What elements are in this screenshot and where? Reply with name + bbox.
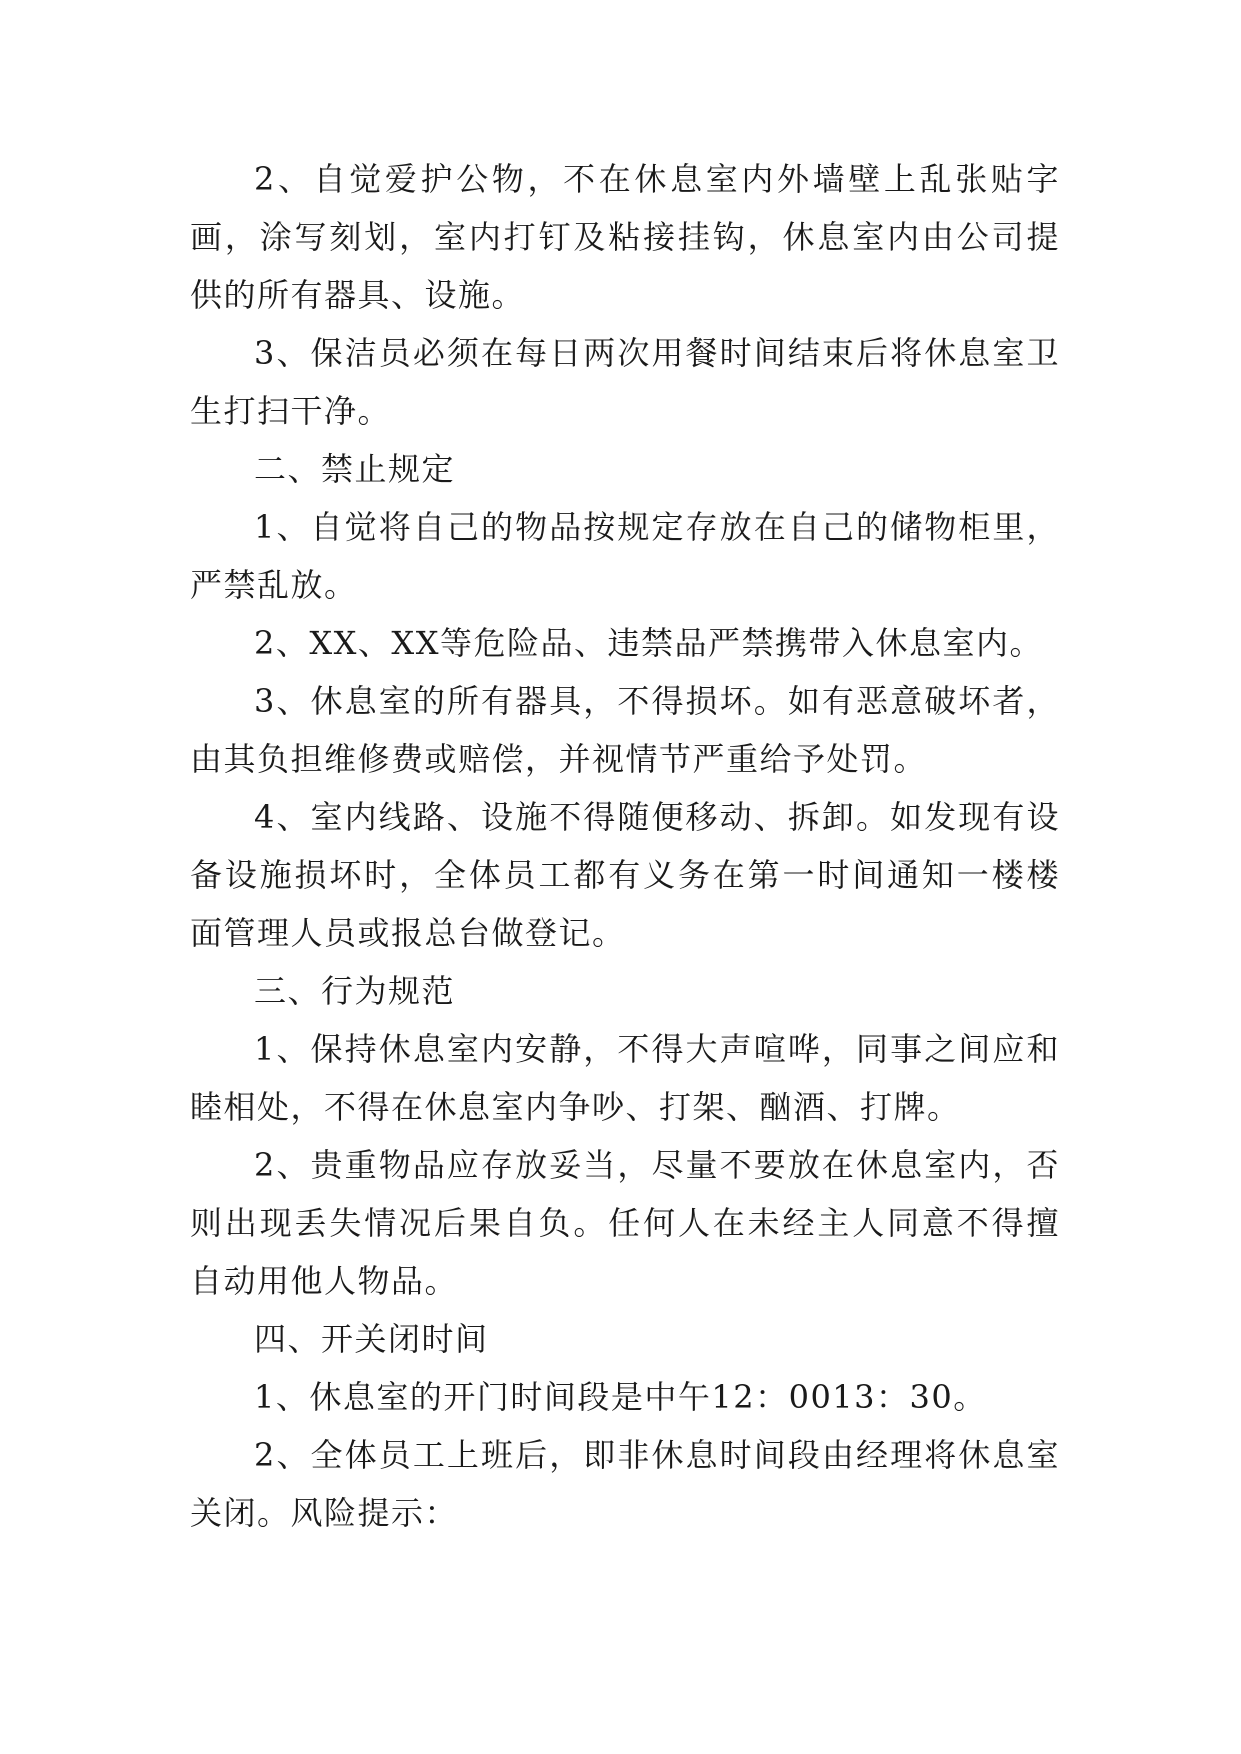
paragraph-prohibition-1: 1、自觉将自己的物品按规定存放在自己的储物柜里，严禁乱放。 [190,508,1060,604]
paragraph-rule-3-cleaning: 3、保洁员必须在每日两次用餐时间结束后将休息室卫生打扫干净。 [190,334,1060,430]
paragraph-conduct-2: 2、贵重物品应存放妥当，尽量不要放在休息室内，否则出现丢失情况后果自负。任何人在未经主人同意不得擅自动用他人物品。 [190,1146,1060,1300]
document-body [190,150,1060,1542]
paragraph-hours-2: 2、全体员工上班后，即非休息时间段由经理将休息室关闭。风险提示： [190,1436,1060,1532]
paragraph-conduct-1: 1、保持休息室内安静，不得大声喧哗，同事之间应和睦相处，不得在休息室内争吵、打架、酗酒、打牌。 [190,1030,1060,1126]
section-heading-conduct: 三、行为规范 [254,972,456,1010]
paragraph-prohibition-3: 3、休息室的所有器具，不得损坏。如有恶意破坏者，由其负担维修费或赔偿，并视情节严重给予处罚。 [190,682,1060,778]
section-heading-hours: 四、开关闭时间 [254,1320,489,1358]
section-heading-prohibitions: 二、禁止规定 [254,450,456,488]
paragraph-rule-2-protect-property: 2、自觉爱护公物，不在休息室内外墙壁上乱张贴字画，涂写刻划，室内打钉及粘接挂钩，休息室内由公司提供的所有器具、设施。 [190,160,1060,314]
paragraph-prohibition-4: 4、室内线路、设施不得随便移动、拆卸。如发现有设备设施损坏时，全体员工都有义务在第一时间通知一楼楼面管理人员或报总台做登记。 [190,798,1060,952]
paragraph-prohibition-2: 2、XX、XX等危险品、违禁品严禁携带入休息室内。 [254,624,1043,662]
paragraph-hours-1: 1、休息室的开门时间段是中午12：0013：30。 [254,1378,987,1416]
